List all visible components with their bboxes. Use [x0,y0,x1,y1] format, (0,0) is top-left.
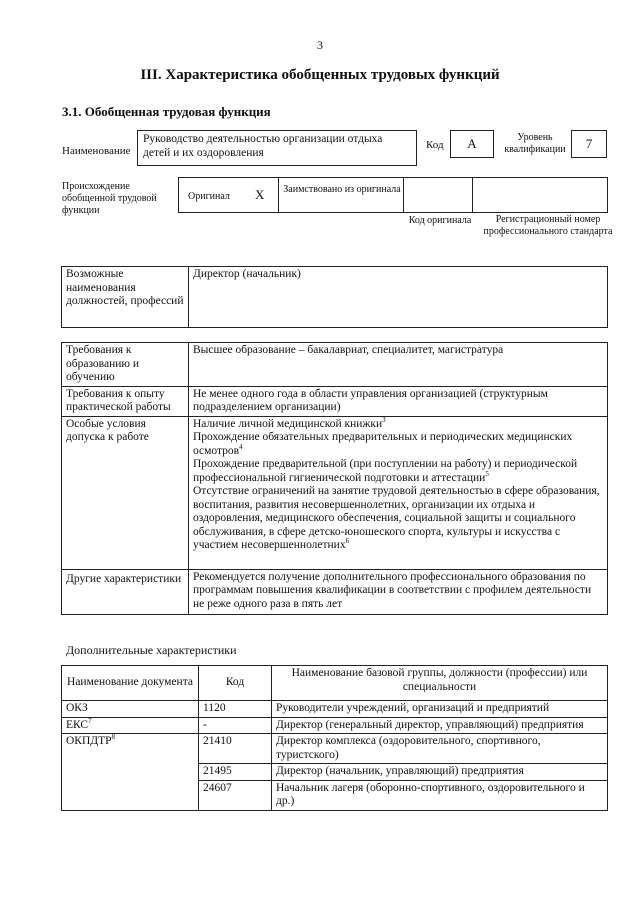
col-header-code: Код [199,666,272,701]
req-value [189,416,608,569]
positions-value: Директор (начальник) [189,267,608,328]
origin-label: Происхождение обобщенной трудовой функции [62,181,157,216]
origin-divider [278,177,279,213]
additional-table [61,665,608,811]
origin-box [178,177,608,213]
positions-label: Возможные наименования должностей, профессий [62,267,189,328]
col-header-doc: Наименование документа [62,666,199,701]
positions-table [61,266,608,328]
table-row [62,717,608,734]
col-header-name: Наименование базовой группы, должности (профессии) или специальности [272,666,608,701]
doc-cell: ОКЗ [62,701,199,718]
name-cell: Директор (начальник, управляющий) предприятия [272,764,608,781]
section-title: III. Характеристика обобщенных трудовых функций [140,67,500,83]
req-line: Прохождение предварительной (при поступлении на работу) и периодической профессиональной гигиенической подготовки и аттестации$^5$ [193,458,578,484]
name-cell: Начальник лагеря (оборонно-спортивного, оздоровительного и др.) [272,780,608,810]
req-line: Прохождение обязательных предварительных и периодических медицинских осмотров$^4$ [193,431,573,457]
table-row [62,343,608,387]
level-value: 7 [585,136,593,151]
req-value: Не менее одного года в области управления организацией (структурным подразделением организации) [189,386,608,416]
original-label: Оригинал [188,191,230,202]
code-original-caption: Код оригинала [408,215,472,226]
origin-divider [472,177,473,213]
doc-cell: ЕКС$^7$ [62,717,199,734]
table-row [62,416,608,569]
table-row [62,701,608,718]
original-mark: X [255,187,265,202]
page-number: 3 [317,38,323,52]
function-name-box [137,130,417,166]
table-row [62,734,608,764]
code-cell: 1120 [199,701,272,718]
req-value: Рекомендуется получение дополнительного профессионального образования по программам повышения квалификации в соответствии с профилем деятельности не реже одного раза в пять лет [189,569,608,614]
requirements-table [61,342,608,615]
subsection-title: 3.1. Обобщенная трудовая функция [62,104,271,119]
name-label: Наименование [62,145,131,157]
table-row [62,666,608,701]
table-row [62,386,608,416]
reg-number-caption: Регистрационный номер профессионального стандарта [483,214,613,237]
function-name: Руководство деятельностью организации отдыха детей и их оздоровления [143,133,383,159]
additional-caption: Дополнительные характеристики [66,643,237,657]
code-cell: 21410 [199,734,272,764]
req-label: Особые условия допуска к работе [62,416,189,569]
req-label: Другие характеристики [62,569,189,614]
req-label: Требования к опыту практической работы [62,386,189,416]
req-line: Наличие личной медицинской книжки$^3$ [193,415,386,430]
level-box [571,130,607,158]
code-value: А [467,136,477,151]
code-label: Код [426,139,444,151]
code-cell: - [199,717,272,734]
name-cell: Руководители учреждений, организаций и предприятий [272,701,608,718]
borrowed-label: Заимствовано из оригинала [283,184,401,195]
origin-divider [403,177,404,213]
name-cell: Директор (генеральный директор, управляющий) предприятия [272,717,608,734]
name-cell: Директор комплекса (оздоровительного, спортивного, туристского) [272,734,608,764]
req-value: Высшее образование – бакалавриат, специалитет, магистратура [189,343,608,387]
req-line: Отсутствие ограничений на занятие трудовой деятельностью в сфере образования, воспитания, развития несовершеннолетних, организации их отдыха и оздоровления, медицинского обеспечения, социальной защиты и социального обслуживания, в сфере детско-юношеского спорта, культуры и искусства с участием несовершеннолетних$^6$ [193,485,600,551]
doc-cell: ОКПДТР$^8$ [62,734,199,811]
code-cell: 21495 [199,764,272,781]
code-cell: 24607 [199,780,272,810]
level-label: Уровень квалификации [504,132,566,155]
code-box [450,130,494,158]
table-row [62,569,608,614]
req-label: Требования к образованию и обучению [62,343,189,387]
table-row [62,267,608,328]
